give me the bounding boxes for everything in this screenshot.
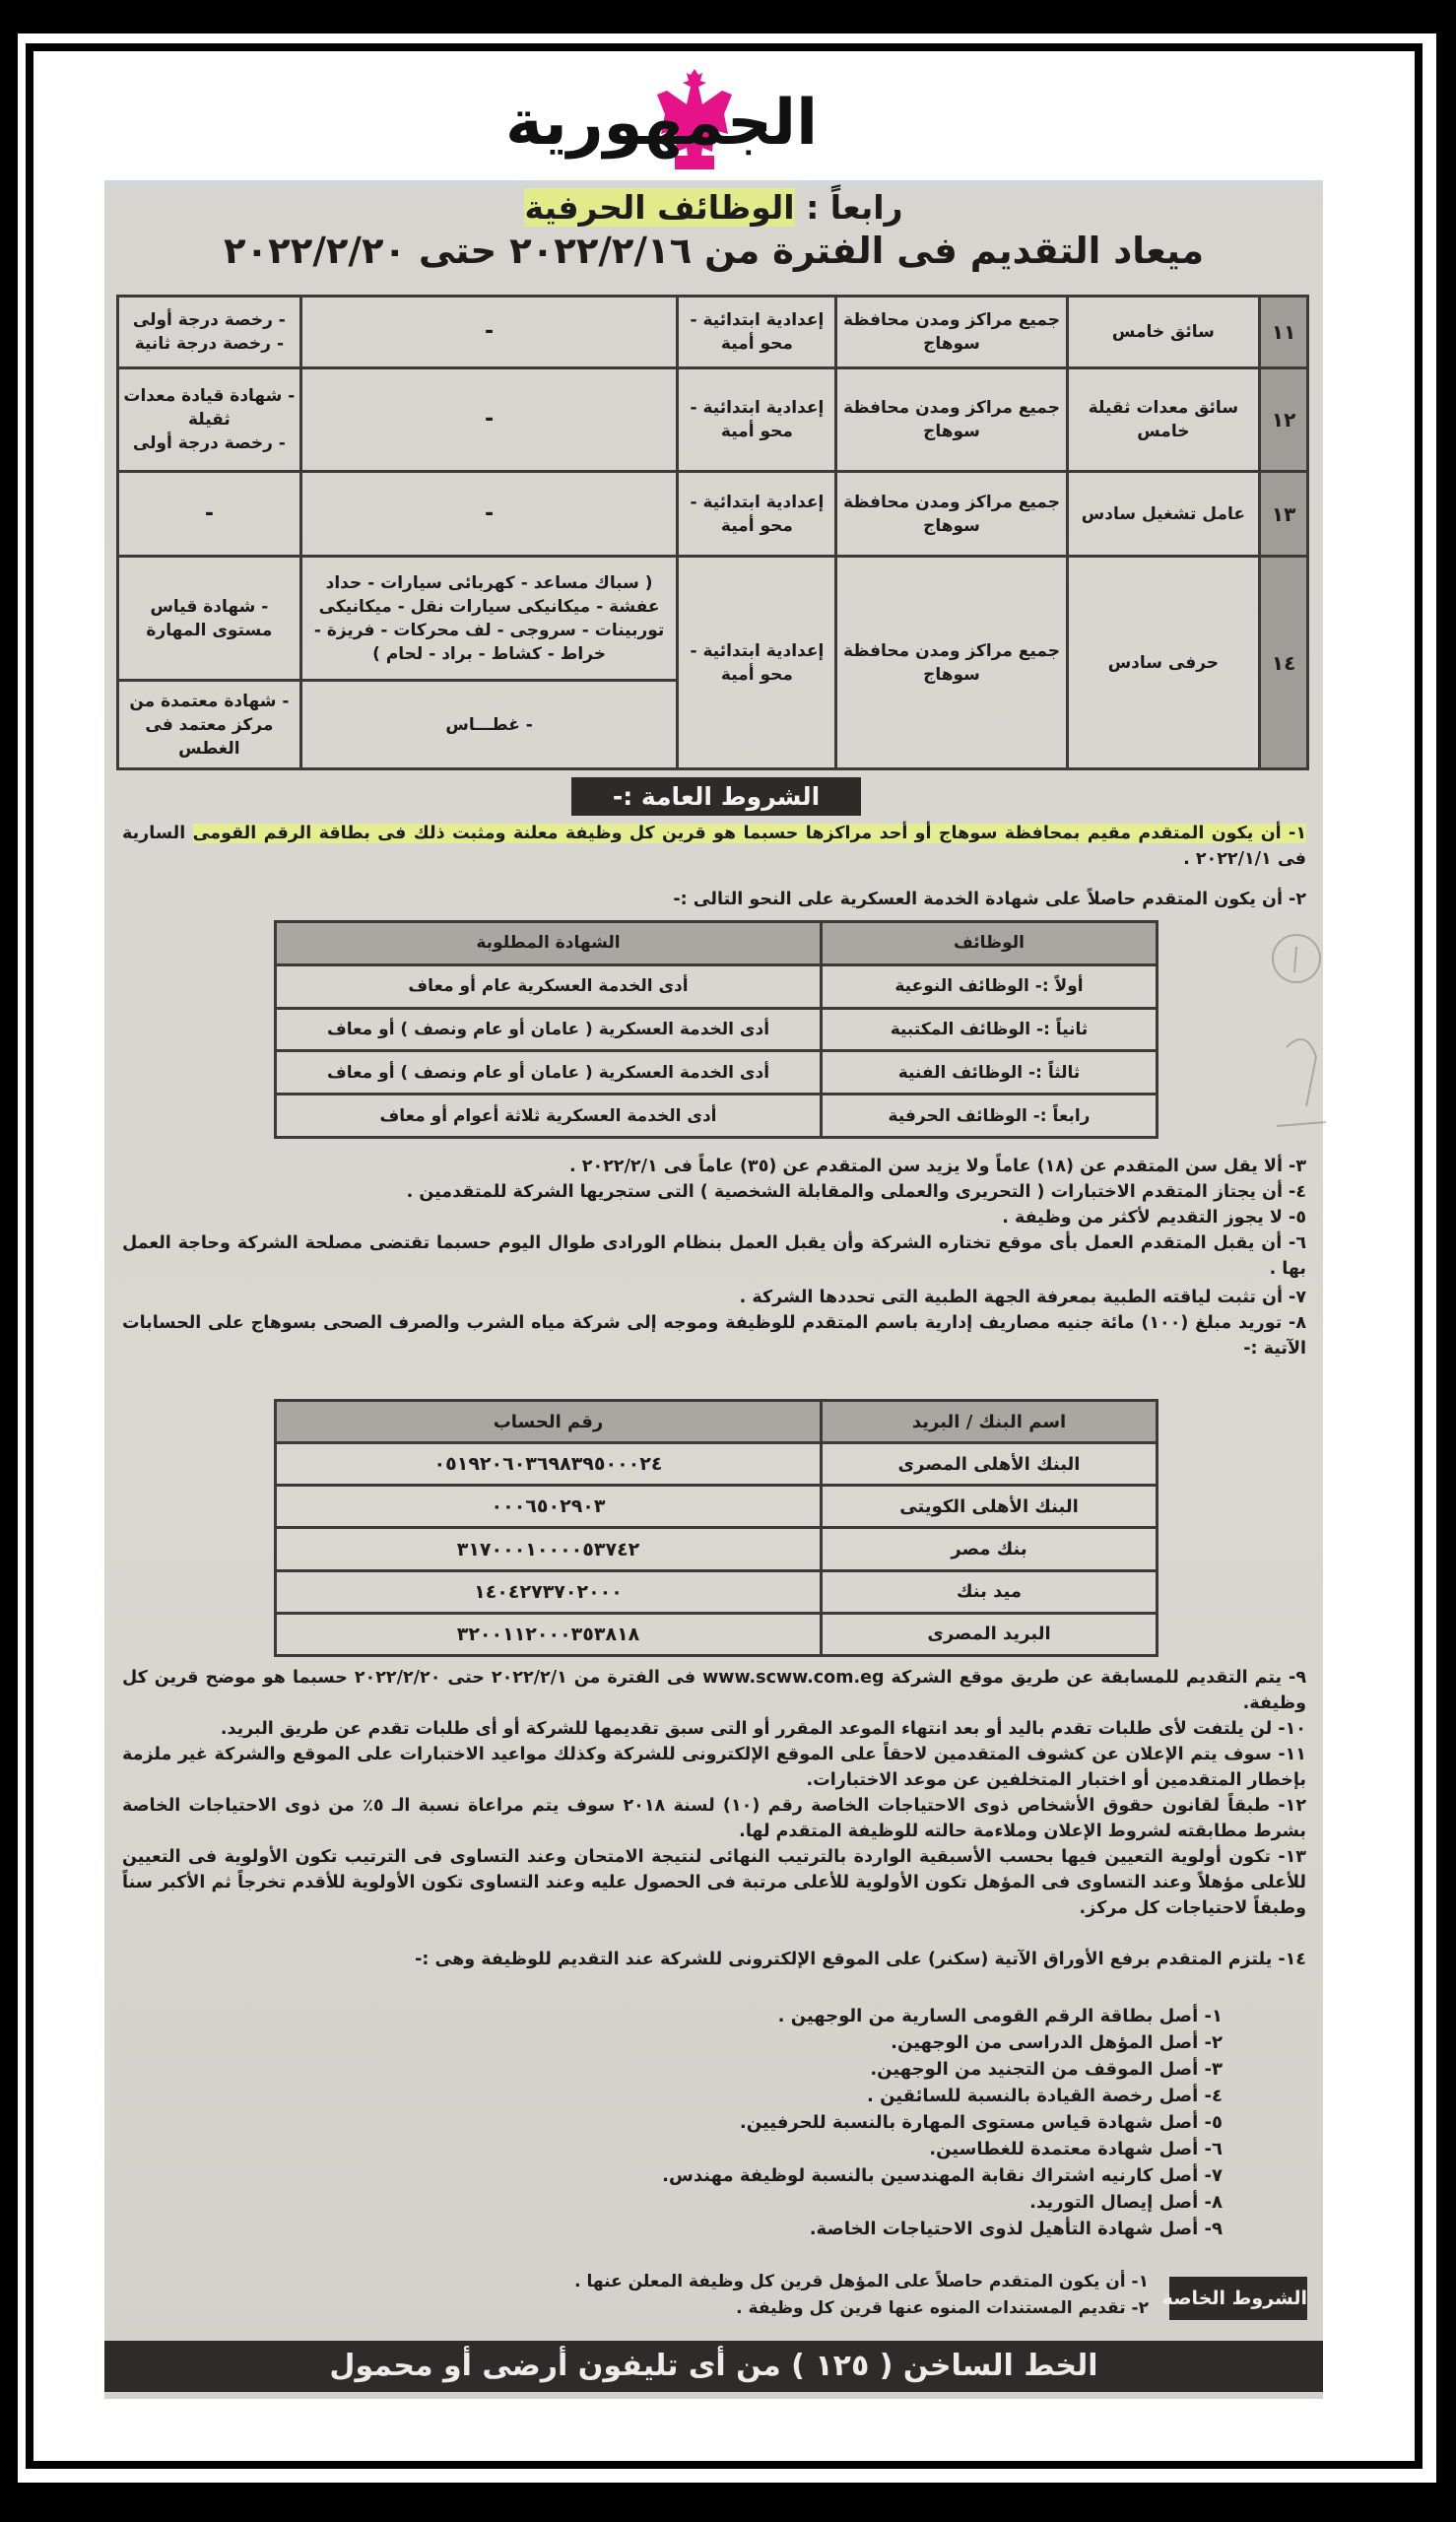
newspaper-clipping <box>104 180 1323 2399</box>
job-number: ١١ <box>1260 297 1308 368</box>
special-conditions-heading: الشروط الخاصة <box>1169 2277 1307 2320</box>
required-documents-list <box>301 2003 1223 2244</box>
section-title-prefix: رابعاً : <box>806 188 903 227</box>
column-header: رقم الحساب <box>276 1401 822 1443</box>
job-specialties: - غطـــاس <box>300 681 678 769</box>
job-requirements: - شهادة قياس مستوى المهارة <box>118 557 301 681</box>
requirement-item: - شهادة قيادة معدات ثقيلة <box>123 386 296 430</box>
condition-item-4: ٤- أن يجتاز المتقدم الاختبارات ( التحريرى والعملى والمقابلة الشخصية ) التى ستجريها الشركة للمتقدمين . <box>406 1182 1306 1202</box>
job-title: حرفى سادس <box>1067 557 1260 769</box>
condition-item-2: ٢- أن يكون المتقدم حاصلاً على شهادة الخدمة العسكرية على النحو التالى :- <box>673 890 1306 909</box>
list-item: ٩- أصل شهادة التأهيل لذوى الاحتياجات الخاصة. <box>809 2219 1223 2239</box>
account-number: ٣٢٠٠١١٢٠٠٠٣٥٣٨١٨ <box>276 1613 822 1655</box>
requirement-item: - رخصة درجة أولى <box>132 310 286 330</box>
table-row <box>276 1486 1158 1528</box>
condition-item-1 <box>122 821 1306 872</box>
job-qualification: إعدادية ابتدائية - محو أمية <box>678 472 836 557</box>
special-conditions-list <box>400 2269 1149 2322</box>
required-certificate: أدى الخدمة العسكرية عام أو معاف <box>276 964 822 1008</box>
job-location: جميع مراكز ومدن محافظة سوهاج <box>836 557 1067 769</box>
table-row <box>276 1051 1158 1095</box>
account-number: ٣١٧٠٠٠١٠٠٠٠٥٣٧٤٢ <box>276 1528 822 1570</box>
job-category: أولاً :- الوظائف النوعية <box>822 964 1158 1008</box>
job-requirements: - <box>118 472 301 557</box>
condition-highlight: ١- أن يكون المتقدم مقيم بمحافظة سوهاج أو أحد مراكزها حسبما هو قرين كل وظيفة معلنة ومثبت ذلك فى بطاقة الرقم القومى <box>192 824 1306 843</box>
condition-item-9: ٩- يتم التقديم للمسابقة عن طريق موقع الشركة www.scww.com.eg فى الفترة من ٢٠٢٢/٢/١ حتى ٢٠٢٢/٢/٢٠ حسبما هو موضح قرين كل وظيفة. <box>122 1668 1306 1713</box>
section-title <box>104 188 1323 227</box>
list-item: ٨- أصل إيصال التوريد. <box>1029 2192 1223 2213</box>
bank-name: البريد المصرى <box>822 1613 1158 1655</box>
table-row <box>118 368 1308 472</box>
account-number: ٠٠٠٦٥٠٢٩٠٣ <box>276 1486 822 1528</box>
job-category: ثانياً :- الوظائف المكتبية <box>822 1008 1158 1051</box>
condition-item-6: ٦- أن يقبل المتقدم العمل بأى موقع تختاره الشركة وأن يقبل العمل بنظام الورادى طوال اليوم حسبما تقتضى مصلحة الشركة وحاجة العمل بها . <box>122 1233 1306 1279</box>
job-number: ١٢ <box>1260 368 1308 472</box>
table-row <box>118 557 1308 681</box>
table-row <box>118 472 1308 557</box>
condition-item-10: ١٠- لن يلتفت لأى طلبات تقدم باليد أو بعد انتهاء الموعد المقرر أو التى سبق تقديمها للشركة أو أى طلبات تقدم عن طريق البريد. <box>220 1719 1306 1739</box>
list-item: ٧- أصل كارنيه اشتراك نقابة المهندسين بالنسبة لوظيفة مهندس. <box>662 2165 1223 2186</box>
job-number: ١٤ <box>1260 557 1308 769</box>
table-row <box>276 1613 1158 1655</box>
section-title-main: الوظائف الحرفية <box>524 188 795 227</box>
table-row <box>276 1443 1158 1486</box>
handwritten-pencil-mark <box>1267 929 1336 1136</box>
general-conditions-heading: الشروط العامة :- <box>571 777 861 816</box>
application-period: ميعاد التقديم فى الفترة من ٢٠٢٢/٢/١٦ حتى ٢٠٢٢/٢/٢٠ <box>224 230 1204 272</box>
job-requirements <box>118 297 301 368</box>
bank-name: البنك الأهلى المصرى <box>822 1443 1158 1486</box>
job-qualification: إعدادية ابتدائية - محو أمية <box>678 557 836 769</box>
condition-item-5: ٥- لا يجوز التقديم لأكثر من وظيفة . <box>1002 1208 1306 1228</box>
required-certificate: أدى الخدمة العسكرية ( عامان أو عام ونصف ) أو معاف <box>276 1051 822 1095</box>
table-row <box>276 1008 1158 1051</box>
bank-name: ميد بنك <box>822 1570 1158 1613</box>
list-item: ١- أن يكون المتقدم حاصلاً على المؤهل قرين كل وظيفة المعلن عنها . <box>574 2272 1149 2291</box>
hotline-banner: الخط الساخن ( ١٢٥ ) من أى تليفون أرضى أو محمول <box>104 2341 1323 2392</box>
bank-name: بنك مصر <box>822 1528 1158 1570</box>
list-item: ٤- أصل رخصة القيادة بالنسبة للسائقين . <box>866 2086 1223 2106</box>
bank-accounts-table <box>274 1399 1158 1657</box>
required-certificate: أدى الخدمة العسكرية ثلاثة أعوام أو معاف <box>276 1095 822 1138</box>
account-number: ٠٥١٩٢٠٦٠٣٦٩٨٣٩٥٠٠٠٢٤ <box>276 1443 822 1486</box>
column-header: الشهادة المطلوبة <box>276 922 822 965</box>
job-qualification: إعدادية ابتدائية - محو أمية <box>678 297 836 368</box>
column-header: الوظائف <box>822 922 1158 965</box>
condition-item-12: ١٢- طبقاً لقانون حقوق الأشخاص ذوى الاحتياجات الخاصة رقم (١٠) لسنة ٢٠١٨ سوف يتم مراعاة نسبة الـ ٥٪ من ذوى الاحتياجات الخاصة بشرط مطابقته لشروط الإعلان وملاءمة حالته للوظيفة المتقدم لها. <box>122 1796 1307 1841</box>
table-header-row <box>276 1401 1158 1443</box>
account-number: ١٤٠٤٢٧٣٧٠٢٠٠٠ <box>276 1570 822 1613</box>
table-row <box>276 964 1158 1008</box>
bank-name: البنك الأهلى الكويتى <box>822 1486 1158 1528</box>
column-header: اسم البنك / البريد <box>822 1401 1158 1443</box>
job-requirements: - شهادة معتمدة من مركز معتمد فى الغطس <box>118 681 301 769</box>
job-location: جميع مراكز ومدن محافظة سوهاج <box>836 368 1067 472</box>
job-specialties: - <box>300 472 678 557</box>
list-item: ١- أصل بطاقة الرقم القومى السارية من الوجهين . <box>777 2006 1223 2026</box>
condition-item-3: ٣- ألا يقل سن المتقدم عن (١٨) عاماً ولا يزيد سن المتقدم عن (٣٥) عاماً فى ٢٠٢٢/٢/١ . <box>569 1157 1306 1176</box>
job-location: جميع مراكز ومدن محافظة سوهاج <box>836 472 1067 557</box>
condition-item-7: ٧- أن تثبت لياقته الطبية بمعرفة الجهة الطبية التى تحددها الشركة . <box>739 1288 1306 1307</box>
list-item: ٢- تقديم المستندات المنوه عنها قرين كل وظيفة . <box>736 2298 1149 2318</box>
job-title: سائق خامس <box>1067 297 1260 368</box>
table-row <box>118 297 1308 368</box>
list-item: ٥- أصل شهادة قياس مستوى المهارة بالنسبة للحرفيين. <box>739 2112 1223 2133</box>
job-qualification: إعدادية ابتدائية - محو أمية <box>678 368 836 472</box>
job-specialties: - <box>300 297 678 368</box>
newspaper-masthead-logo <box>504 65 818 166</box>
military-service-table <box>274 920 1158 1139</box>
condition-item-11: ١١- سوف يتم الإعلان عن كشوف المتقدمين لاحقاً على الموقع الإلكترونى للشركة وكذلك مواعيد الاختبارات على الموقع والشركة غير ملزمة بإخطار المتقدمين أو اختبار المتخلفين عن موعد الاختبارات. <box>122 1745 1306 1790</box>
table-header-row <box>276 922 1158 965</box>
condition-item-8: ٨- توريد مبلغ (١٠٠) مائة جنيه مصاريف إدارية باسم المتقدم للوظيفة وموجه إلى شركة مياه الشرب والصرف الصحى بسوهاج على الحسابات الآتية :- <box>122 1313 1306 1359</box>
table-row <box>276 1528 1158 1570</box>
list-item: ٣- أصل الموقف من التجنيد من الوجهين. <box>870 2059 1223 2080</box>
condition-item-14: ١٤- يلتزم المتقدم برفع الأوراق الآتية (سكنر) على الموقع الإلكترونى للشركة عند التقديم للوظيفة وهى :- <box>415 1950 1306 1969</box>
list-item: ٦- أصل شهادة معتمدة للغطاسين. <box>929 2139 1223 2159</box>
job-location: جميع مراكز ومدن محافظة سوهاج <box>836 297 1067 368</box>
job-category: ثالثاً :- الوظائف الفنية <box>822 1051 1158 1095</box>
requirement-item: - رخصة درجة ثانية <box>134 334 285 354</box>
condition-item-13: ١٣- تكون أولوية التعيين فيها بحسب الأسبقية الواردة بالترتيب النهائى لنتيجة الامتحان وعند التساوى فى الترتيب تكون الأولوية فى التعيين للأعلى مؤهلاً وعند التساوى فى المؤهل تكون الأولوية للأعلى مرتبة فى الحصول عليه وعند التساوى تكون الأولوية للأقدم تخرجاً ثم الأكبر سناً وطبقاً لاحتياجات كل مركز. <box>122 1847 1306 1918</box>
job-specialties: ( سباك مساعد - كهربائى سيارات - حداد عفشة - ميكانيكى سيارات نقل - ميكانيكى توربينات - سروجى - لف محركات - فريزة - خراط - كشاط - براد - لحام ) <box>300 557 678 681</box>
job-title: سائق معدات ثقيلة خامس <box>1067 368 1260 472</box>
table-row <box>276 1570 1158 1613</box>
table-row <box>276 1095 1158 1138</box>
job-specialties: - <box>300 368 678 472</box>
job-requirements <box>118 368 301 472</box>
required-certificate: أدى الخدمة العسكرية ( عامان أو عام ونصف ) أو معاف <box>276 1008 822 1051</box>
condition-rest: السارية فى ٢٠٢٢/١/١ . <box>122 824 1306 869</box>
masthead-title: الجمهورية <box>504 87 818 160</box>
job-title: عامل تشغيل سادس <box>1067 472 1260 557</box>
requirement-item: - رخصة درجة أولى <box>132 433 286 453</box>
list-item: ٢- أصل المؤهل الدراسى من الوجهين. <box>891 2032 1223 2053</box>
jobs-table <box>116 295 1309 770</box>
job-category: رابعاً :- الوظائف الحرفية <box>822 1095 1158 1138</box>
job-number: ١٣ <box>1260 472 1308 557</box>
